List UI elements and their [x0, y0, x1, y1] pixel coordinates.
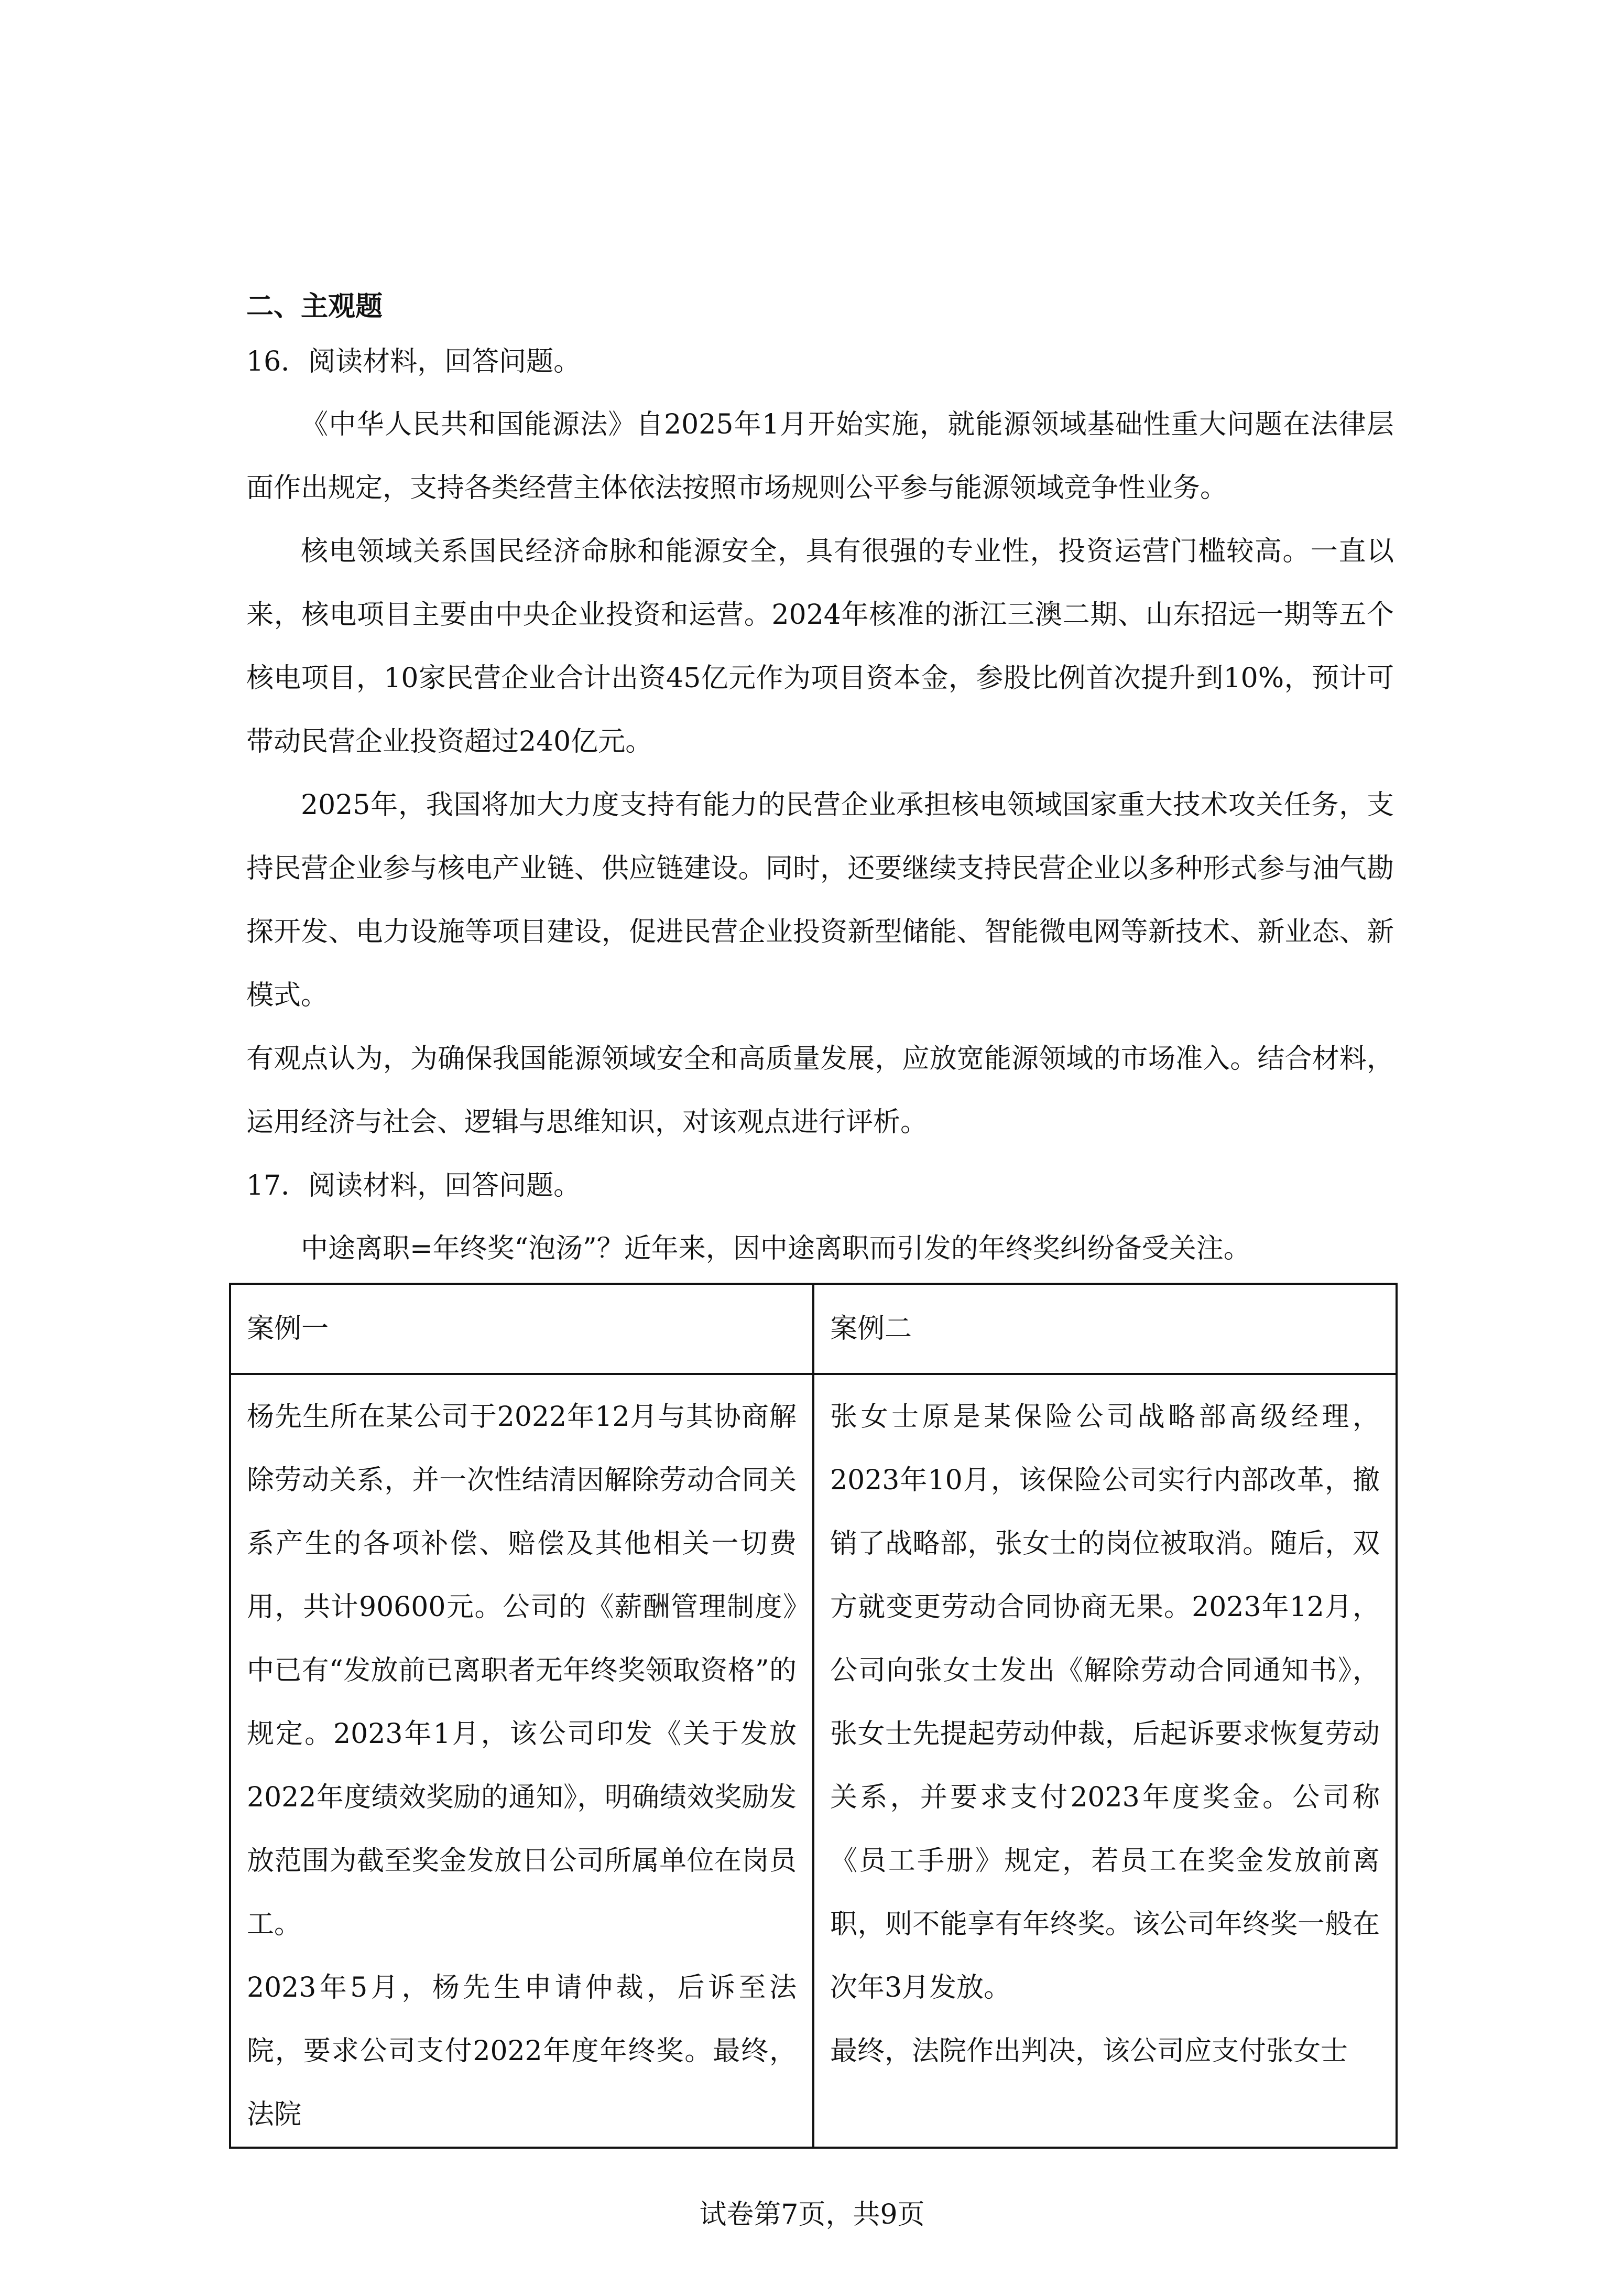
case-2-cell [813, 1374, 1397, 2148]
page-footer: 试卷第7页，共9页 [699, 2199, 925, 2230]
question-17-heading: 17．阅读材料，回答问题。 [246, 1170, 581, 1201]
question-16-heading: 16．阅读材料，回答问题。 [246, 346, 581, 377]
case-1-header: 案例一 [230, 1284, 813, 1374]
case-table-body-row [230, 1374, 1397, 2148]
case-table-header-row [230, 1284, 1397, 1374]
case-1-cell [230, 1374, 813, 2148]
question-17-intro: 中途离职=年终奖“泡汤”？近年来，因中途离职而引发的年终奖纠纷备受关注。 [301, 1233, 1251, 1264]
case-2-header: 案例二 [813, 1284, 1397, 1374]
case-2-paragraph-1: 张女士原是某保险公司战略部高级经理，2023年10月，该保险公司实行内部改革，撤销了战略部，张女士的岗位被取消。随后，双方就变更劳动合同协商无果。2023年12月，公司向张女士发出《解除劳动合同通知书》，张女士先提起劳动仲裁，后起诉要求恢复劳动关系，并要求支付2023年度奖金。公司称《员工手册》规定，若员工在奖金发放前离职，则不能享有年终奖。该公司年终奖一般在次年3月发放。 [830, 1401, 1380, 2003]
case-2-paragraph-2: 最终，法院作出判决，该公司应支付张女士 [830, 2035, 1348, 2067]
question-16-paragraph-3: 2025年，我国将加大力度支持有能力的民营企业承担核电领域国家重大技术攻关任务，支持民营企业参与核电产业链、供应链建设。同时，还要继续支持民营企业以多种形式参与油气勘探开发、电力设施等项目建设，促进民营企业投资新型储能、智能微电网等新技术、新业态、新模式。 [246, 789, 1394, 1011]
case-1-paragraph-2: 2023年5月，杨先生申请仲裁，后诉至法院，要求公司支付2022年度年终奖。最终，法院 [247, 1972, 797, 2130]
question-16-paragraph-2: 核电领域关系国民经济命脉和能源安全，具有很强的专业性，投资运营门槛较高。一直以来，核电项目主要由中央企业投资和运营。2024年核准的浙江三澳二期、山东招远一期等五个核电项目，10家民营企业合计出资45亿元作为项目资本金，参股比例首次提升到10%，预计可带动民营企业投资超过240亿元。 [246, 536, 1394, 757]
question-16-paragraph-1: 《中华人民共和国能源法》自2025年1月开始实施，就能源领域基础性重大问题在法律层面作出规定，支持各类经营主体依法按照市场规则公平参与能源领域竞争性业务。 [246, 409, 1394, 504]
case-1-paragraph-1: 杨先生所在某公司于2022年12月与其协商解除劳动关系，并一次性结清因解除劳动合同关系产生的各项补偿、赔偿及其他相关一切费用，共计90600元。公司的《薪酬管理制度》中已有“发放前已离职者无年终奖领取资格”的规定。2023年1月，该公司印发《关于发放2022年度绩效奖励的通知》，明确绩效奖励发放范围为截至奖金发放日公司所属单位在岗员工。 [247, 1401, 797, 1940]
case-table [229, 1283, 1398, 2149]
section-title: 二、主观题 [246, 291, 383, 322]
page-content [246, 283, 1394, 1280]
question-16-prompt: 有观点认为，为确保我国能源领域安全和高质量发展，应放宽能源领域的市场准入。结合材料，运用经济与社会、逻辑与思维知识，对该观点进行评析。 [246, 1043, 1394, 1138]
